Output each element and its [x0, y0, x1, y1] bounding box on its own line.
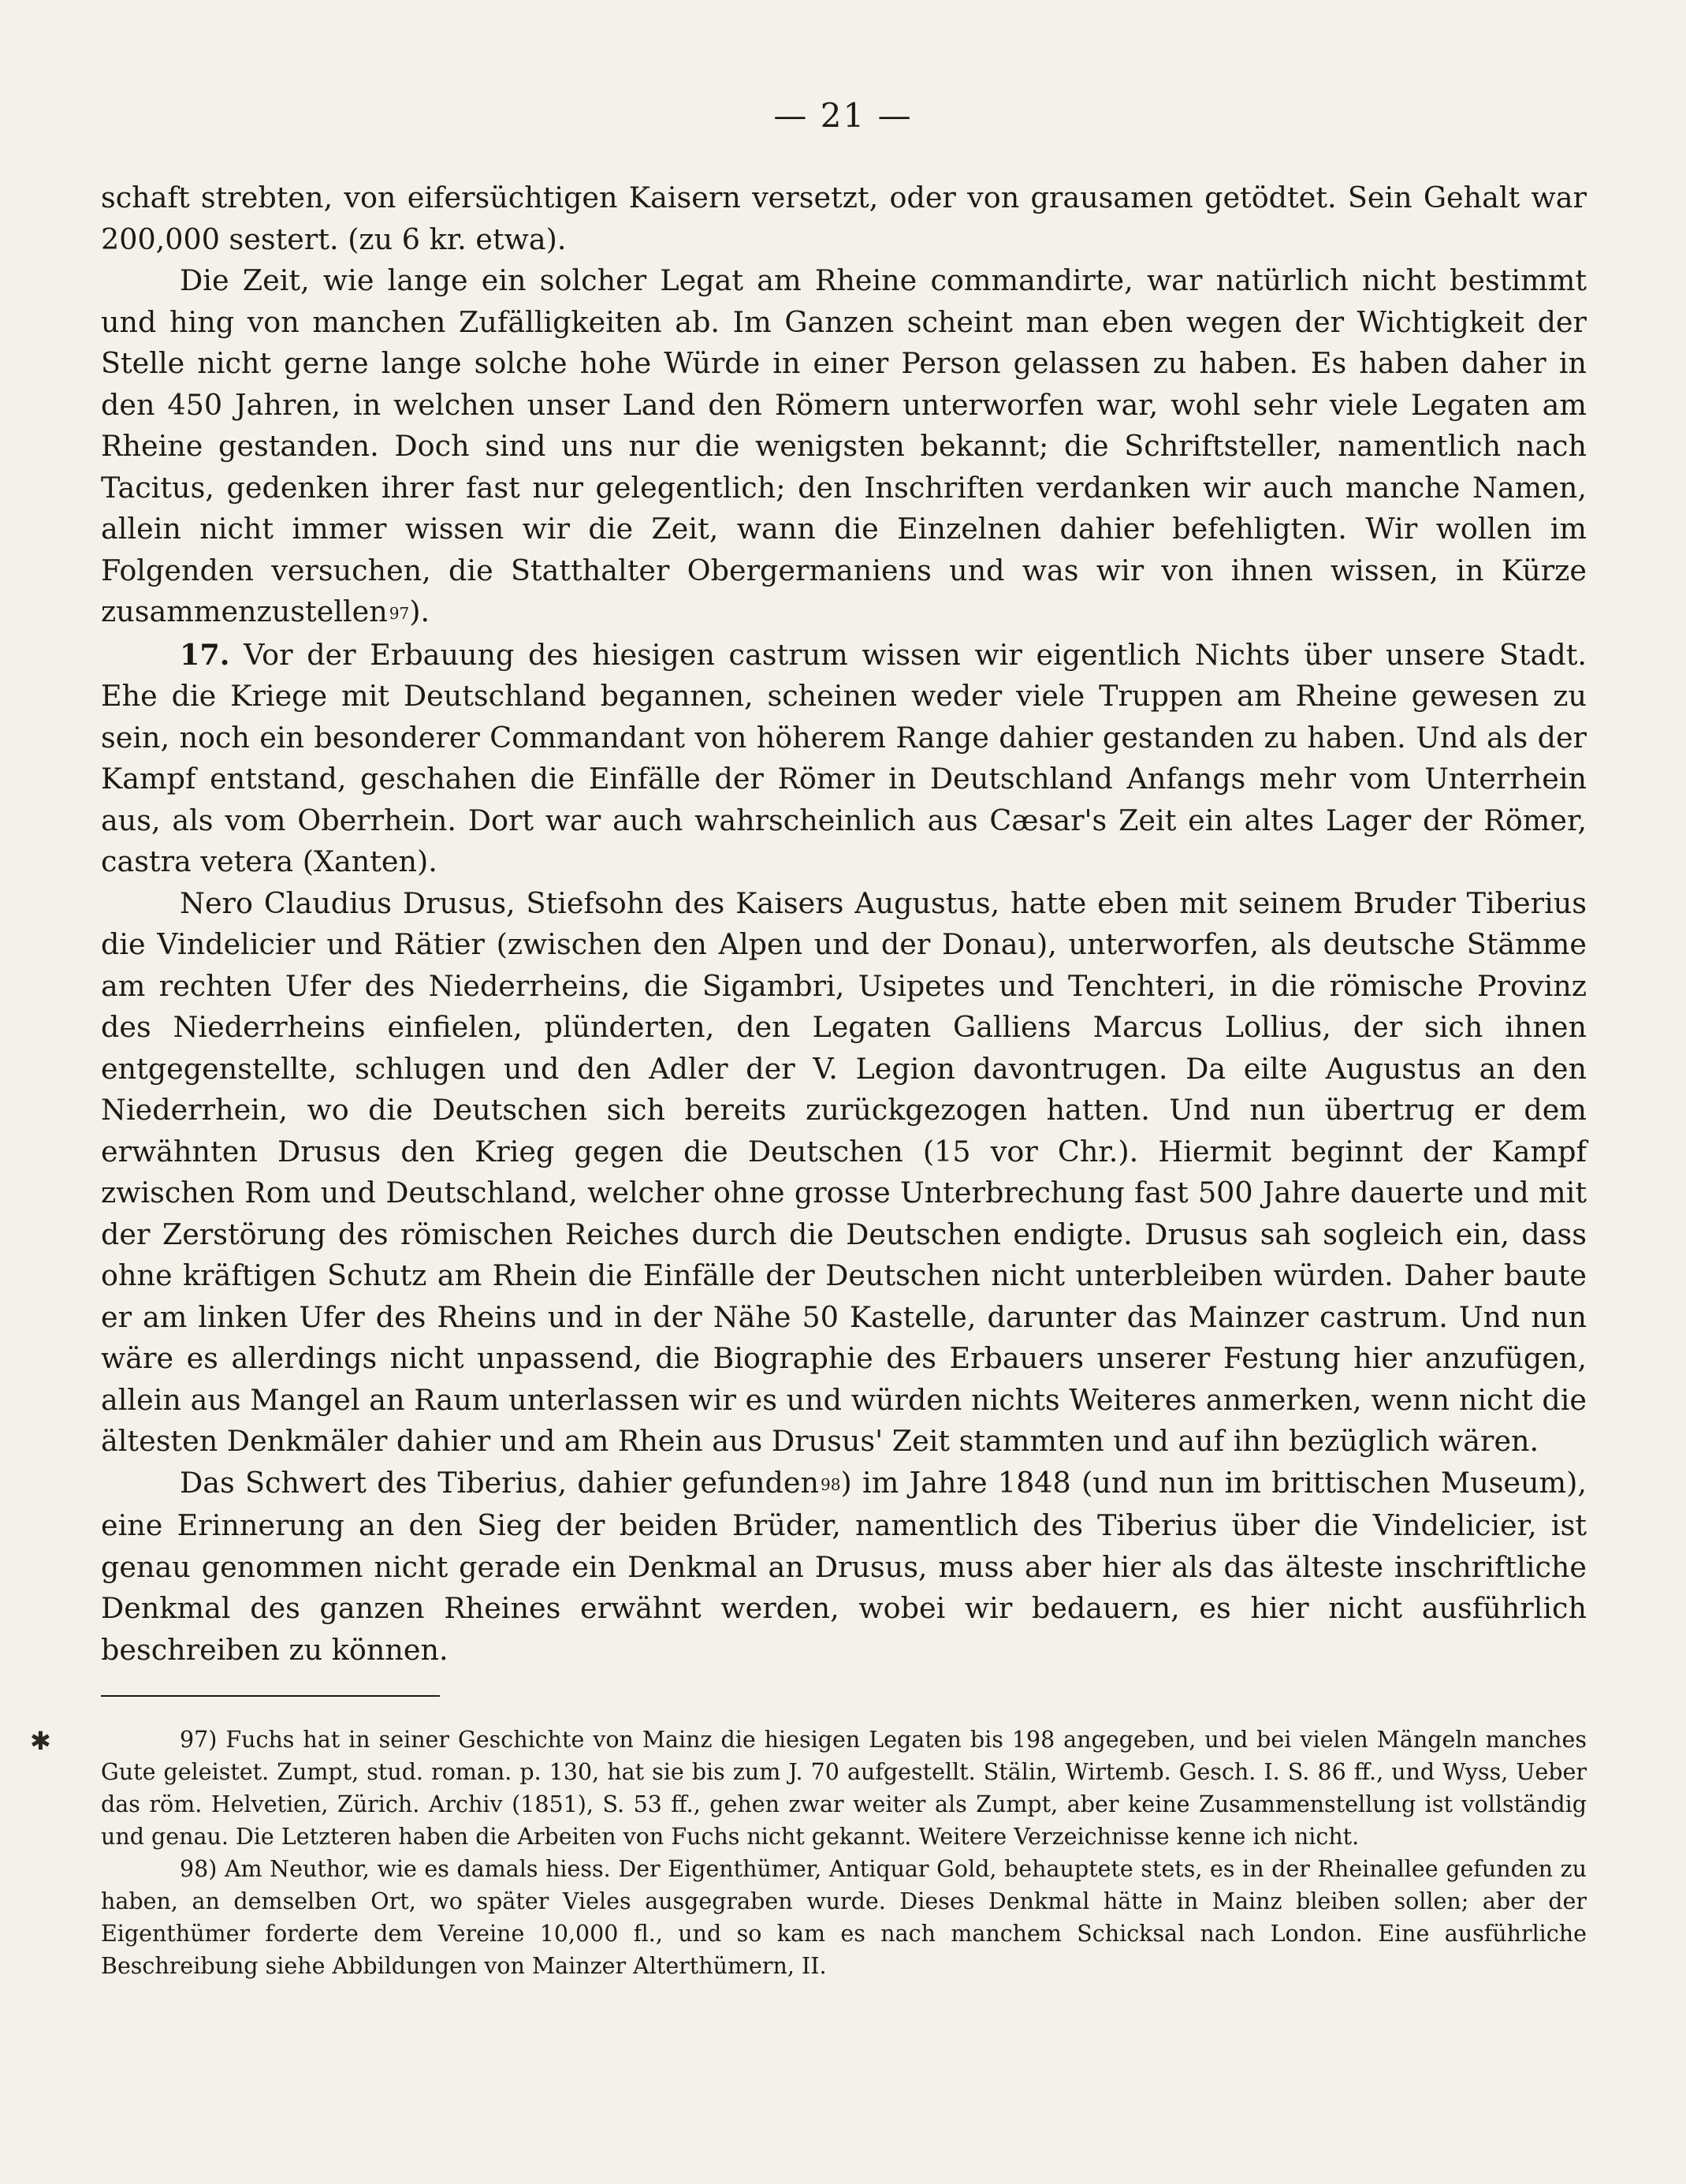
paragraph-1: schaft strebten, von eifersüchtigen Kaisern versetzt, oder von grausamen getödtet. Sein Gehalt war 200,000 sestert. (zu 6 kr. etwa).: [101, 181, 1587, 256]
footnote-divider: [101, 1695, 440, 1697]
paragraph-2: [101, 260, 1587, 635]
footnote-ref-98: 98: [821, 1474, 841, 1494]
footnote-97: 97) Fuchs hat in seiner Geschichte von Mainz die hiesigen Legaten bis 198 angegeben, und bei vielen Mängeln manches Gute geleistet. Zumpt, stud. roman. p. 130, hat sie bis zum J. 70 aufgestellt. Stälin, Wirtemb. Gesch. I. S. 86 ff., und Wyss, Ueber das röm. Helvetien, Zürich. Archiv (1851), S. 53 ff., gehen zwar weiter als Zumpt, aber keine Zusammenstellung ist vollständig und genau. Die Letzteren haben die Arbeiten von Fuchs nicht gekannt. Weitere Verzeichnisse kenne ich nicht.: [101, 1727, 1587, 1850]
paragraph-4: Nero Claudius Drusus, Stiefsohn des Kaisers Augustus, hatte eben mit seinem Bruder Tiberius die Vindelicier und Rätier (zwischen den Alpen und der Donau), unterworfen, als deutsche Stämme am rechten Ufer des Niederrheins, die Sigambri, Usipetes und Tenchteri, in die römische Provinz des Niederrheins einfielen, plünderten, den Legaten Galliens Marcus Lollius, der sich ihnen entgegenstellte, schlugen und den Adler der V. Legion davontrugen. Da eilte Augustus an den Niederrhein, wo die Deutschen sich bereits zurückgezogen hatten. Und nun übertrug er dem erwähnten Drusus den Krieg gegen die Deutschen (15 vor Chr.). Hiermit beginnt der Kampf zwischen Rom und Deutschland, welcher ohne grosse Unterbrechung fast 500 Jahre dauerte und mit der Zerstörung des römischen Reiches durch die Deutschen endigte. Drusus sah sogleich ein, dass ohne kräftigen Schutz am Rhein die Einfälle der Deutschen nicht unterbleiben würden. Daher baute er am linken Ufer des Rheins und in der Nähe 50 Kastelle, darunter das Mainzer castrum. Und nun wäre es allerdings nicht unpassend, die Biographie des Erbauers unserer Festung hier anzufügen, allein aus Mangel an Raum unterlassen wir es und würden nichts Weiteres anmerken, wenn nicht die ältesten Denkmäler dahier und am Rhein aus Drusus' Zeit stammten und auf ihn bezüglich wären.: [101, 885, 1587, 1458]
paragraph-5-text-b: ) im Jahre 1848 (und nun im brittischen Museum), eine Erinnerung an den Sieg der beiden Brüder, namentlich des Tiberius über die Vindelicier, ist genau genommen nicht gerade ein Denkmal an Drusus, muss aber hier als das älteste inschriftliche Denkmal des ganzen Rheines erwähnt werden, wobei wir bedauern, es hier nicht ausführlich beschreiben zu können.: [101, 1465, 1587, 1667]
margin-mark-icon: ✱: [30, 1726, 51, 1756]
footnote-ref-97: 97: [389, 604, 410, 623]
footnotes: [101, 1724, 1587, 1982]
paragraph-2-end: ).: [409, 594, 430, 628]
footnote-98: 98) Am Neuthor, wie es damals hiess. Der Eigenthümer, Antiquar Gold, behauptete stets, es in der Rheinallee gefunden zu haben, an demselben Ort, wo später Vieles ausgegraben wurde. Dieses Denkmal hätte in Mainz bleiben sollen; aber der Eigenthümer forderte dem Vereine 10,000 fl., und so kam es nach manchem Schicksal nach London. Eine ausführliche Beschreibung siehe Abbildungen von Mainzer Alterthümern, II.: [101, 1856, 1587, 1979]
paragraph-3: [101, 635, 1587, 883]
paragraph-2-text: Die Zeit, wie lange ein solcher Legat am Rheine commandirte, war natürlich nicht bestimmt und hing von manchen Zufälligkeiten ab. Im Ganzen scheint man eben wegen der Wichtigkeit der Stelle nicht gerne lange solche hohe Würde in einer Person gelassen zu haben. Es haben daher in den 450 Jahren, in welchen unser Land den Römern unterworfen war, wohl sehr viele Legaten am Rheine gestanden. Doch sind uns nur die wenigsten bekannt; die Schriftsteller, namentlich nach Tacitus, gedenken ihrer fast nur gelegentlich; den Inschriften verdanken wir auch manche Namen, allein nicht immer wissen wir die Zeit, wann die Einzelnen dahier befehligten. Wir wollen im Folgenden versuchen, die Statthalter Obergermaniens und was wir von ihnen wissen, in Kürze zusammenzustellen: [101, 263, 1587, 628]
paragraph-3-text: Vor der Erbauung des hiesigen castrum wissen wir eigentlich Nichts über unsere Stadt. Ehe die Kriege mit Deutschland begannen, scheinen weder viele Truppen am Rheine gewesen zu sein, noch ein besonderer Commandant von höherem Range dahier gestanden zu haben. Und als der Kampf entstand, geschahen die Einfälle der Römer in Deutschland Anfangs mehr vom Unterrhein aus, als vom Oberrhein. Dort war auch wahrscheinlich aus Cæsar's Zeit ein altes Lager der Römer, castra vetera (Xanten).: [101, 637, 1587, 878]
section-number: 17.: [180, 637, 230, 672]
page-number: — 21 —: [773, 96, 913, 135]
paragraph-5-text-a: Das Schwert des Tiberius, dahier gefunden: [180, 1465, 820, 1500]
paragraph-5: [101, 1463, 1587, 1672]
body-text: [101, 177, 1587, 1671]
